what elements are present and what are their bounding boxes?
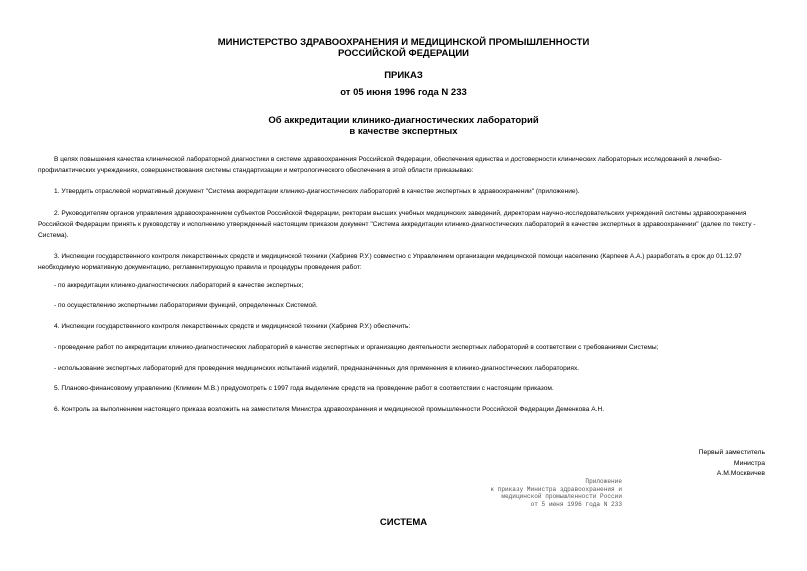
clause-2: 2. Руководителям органов управления здравоохранением субъектов Российской Федерации, ректорам высших учебных медицинских заведений, директорам научно-исследовательских учреждений системы здравоохранения Российской Федерации принять к руководству и исполнению утвержденный настоящим приказом документ "Система аккредитации клинико-диагностических лабораторий в качестве экспертных в здравоохранении" (далее по тексту - Система). (38, 210, 756, 239)
ministry-name-line2: РОССИЙСКОЙ ФЕДЕРАЦИИ (337, 48, 469, 59)
ministry-name-line1: МИНИСТЕРСТВО ЗДРАВООХРАНЕНИЯ И МЕДИЦИНСКОЙ ПРОМЫШЛЕННОСТИ (217, 37, 590, 48)
clause-3: 3. Инспекции государственного контроля лекарственных средств и медицинской техники (Хабриев Р.У.) совместно с Управлением организации медицинской помощи населению (Карпеев А.А.) разработать в срок до 01.12.97 необходимую нормативную документацию, регламентирующую правила и процедуры проведения работ: (38, 253, 742, 271)
clause-3-item-2: - по осуществлению экспертными лабораториями функций, определенных Системой. (54, 302, 318, 309)
appendix-note-line4: от 5 июня 1996 года N 233 (530, 500, 622, 508)
appendix-note-line2: к приказу Министра здравоохранения и (490, 485, 622, 493)
clause-4-item-1: - проведение работ по аккредитации клинико-диагностических лабораторий в качестве экспертных и организацию деятельности экспертных лабораторий в соответствии с требованиями Системы; (54, 344, 659, 351)
appendix-note-line3: медицинской промышленности России (501, 493, 622, 501)
section-title: СИСТЕМА (379, 517, 428, 528)
appendix-note-line1: Приложение (585, 478, 622, 485)
clause-5: 5. Планово-финансовому управлению (Климкин М.В.) предусмотреть с 1997 года выделение средств на проведение работ в соответствии с настоящим приказом. (54, 385, 554, 392)
clause-1: 1. Утвердить отраслевой нормативный документ "Система аккредитации клинико-диагностических лабораторий в качестве экспертных в здравоохранении" (приложение). (54, 188, 580, 195)
signature-position-line2: Министра (733, 460, 765, 467)
clause-6: 6. Контроль за выполнением настоящего приказа возложить на заместителя Министра здравоохранения и медицинской промышленности Российской Федерации Деменкова А.Н. (54, 406, 605, 413)
document-date-number: от 05 июня 1996 года N 233 (340, 87, 467, 98)
clause-4: 4. Инспекции государственного контроля лекарственных средств и медицинской техники (Хабриев Р.У.) обеспечить: (54, 323, 411, 330)
signature-name: А.М.Москвичев (716, 470, 765, 477)
clause-3-item-1: - по аккредитации клинико-диагностических лабораторий в качестве экспертных; (54, 282, 304, 289)
clause-4-item-2: - использование экспертных лабораторий для проведения медицинских испытаний изделий, предназначенных для применения в клинико-диагностических лабораториях. (54, 365, 580, 372)
intro-paragraph: В целях повышения качества клинической лабораторной диагностики в системе здравоохранения Российской Федерации, обеспечения единства и достоверности клинических лабораторных исследований в лечебно-профилактических учреждениях, совершенствования системы стандартизации и метрологического обеспечения в этой области приказываю: (38, 156, 722, 174)
signature-position-line1: Первый заместитель (698, 449, 765, 456)
document-title-line1: Об аккредитации клинико-диагностических лабораторий (268, 115, 539, 126)
document-title-line2: в качестве экспертных (349, 126, 458, 137)
document-type: ПРИКАЗ (384, 70, 423, 81)
